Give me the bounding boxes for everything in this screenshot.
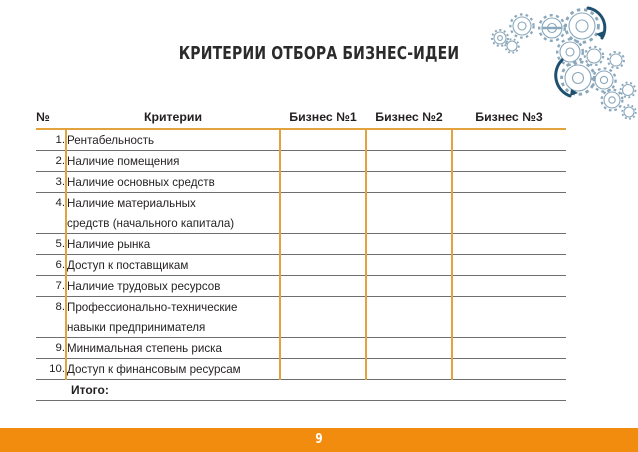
column-header-business3: Бизнес №3 xyxy=(452,100,566,129)
table-body xyxy=(36,129,566,401)
row-number: 4. xyxy=(55,197,65,209)
row-b2-cell[interactable] xyxy=(366,359,452,380)
row-b3-cell[interactable] xyxy=(452,151,566,172)
row-criteria: средств (начального капитала) xyxy=(66,213,280,234)
row-criteria: Наличие трудовых ресурсов xyxy=(66,276,280,297)
criteria-table-wrapper xyxy=(36,100,566,401)
total-row xyxy=(36,380,566,401)
row-number: 6. xyxy=(36,255,66,276)
table-row xyxy=(36,255,566,276)
table-row xyxy=(36,213,566,234)
row-b1-cell[interactable] xyxy=(280,151,366,172)
page-number: 9 xyxy=(315,432,323,447)
row-b1-cell[interactable] xyxy=(280,172,366,193)
row-b2-cell[interactable] xyxy=(366,129,452,151)
row-criteria: Наличие основных средств xyxy=(66,172,280,193)
total-b3-cell[interactable] xyxy=(452,380,566,401)
table-header-row xyxy=(36,100,566,129)
table-row xyxy=(36,234,566,255)
row-b3-cell[interactable] xyxy=(452,234,566,255)
table-row xyxy=(36,151,566,172)
row-b2-cell[interactable] xyxy=(366,151,452,172)
row-number: 8. xyxy=(55,301,65,313)
table-row xyxy=(36,129,566,151)
table-row xyxy=(36,276,566,297)
row-number: 9. xyxy=(36,338,66,359)
total-row-number-spacer xyxy=(36,380,66,401)
row-b2-cell[interactable] xyxy=(366,297,452,318)
table-row xyxy=(36,297,566,318)
row-criteria: навыки предпринимателя xyxy=(66,317,280,338)
row-criteria: Наличие рынка xyxy=(66,234,280,255)
row-b3-cell[interactable] xyxy=(452,129,566,151)
row-criteria: Доступ к поставщикам xyxy=(66,255,280,276)
row-b2-cell[interactable] xyxy=(366,172,452,193)
row-number xyxy=(36,317,66,338)
row-b3-cell[interactable] xyxy=(452,359,566,380)
row-b3-cell[interactable] xyxy=(452,297,566,318)
row-b1-cell[interactable] xyxy=(280,193,366,214)
row-b1-cell[interactable] xyxy=(280,276,366,297)
row-b1-cell[interactable] xyxy=(280,297,366,318)
column-header-criteria: Критерии xyxy=(66,100,280,129)
column-header-business2: Бизнес №2 xyxy=(366,100,452,129)
row-b2-cell[interactable] xyxy=(366,338,452,359)
row-b2-cell[interactable] xyxy=(366,317,452,338)
table-row xyxy=(36,317,566,338)
row-criteria: Профессионально-технические xyxy=(66,297,280,318)
table-head xyxy=(36,100,566,129)
criteria-table xyxy=(36,100,566,401)
row-criteria: Наличие материальных xyxy=(66,193,280,214)
row-number: 7. xyxy=(36,276,66,297)
row-b1-cell[interactable] xyxy=(280,129,366,151)
row-criteria: Минимальная степень риска xyxy=(66,338,280,359)
row-b3-cell[interactable] xyxy=(452,213,566,234)
footer-bar xyxy=(0,428,638,452)
row-b3-cell[interactable] xyxy=(452,255,566,276)
total-b2-cell[interactable] xyxy=(366,380,452,401)
table-row xyxy=(36,338,566,359)
total-label: Итого: xyxy=(66,380,280,401)
row-b1-cell[interactable] xyxy=(280,213,366,234)
row-b1-cell[interactable] xyxy=(280,317,366,338)
row-criteria: Наличие помещения xyxy=(66,151,280,172)
page-title: КРИТЕРИИ ОТБОРА БИЗНЕС-ИДЕИ xyxy=(178,44,460,64)
row-b3-cell[interactable] xyxy=(452,317,566,338)
row-b3-cell[interactable] xyxy=(452,338,566,359)
column-header-number: № xyxy=(36,100,66,129)
row-number xyxy=(36,213,66,234)
row-b3-cell[interactable] xyxy=(452,172,566,193)
row-b1-cell[interactable] xyxy=(280,338,366,359)
row-b3-cell[interactable] xyxy=(452,276,566,297)
row-b2-cell[interactable] xyxy=(366,193,452,214)
row-criteria: Доступ к финансовым ресурсам xyxy=(66,359,280,380)
row-number: 3. xyxy=(36,172,66,193)
table-row xyxy=(36,193,566,214)
row-number: 2. xyxy=(36,151,66,172)
row-b2-cell[interactable] xyxy=(366,255,452,276)
row-number: 10. xyxy=(36,359,66,380)
table-row xyxy=(36,359,566,380)
row-b2-cell[interactable] xyxy=(366,234,452,255)
row-b3-cell[interactable] xyxy=(452,193,566,214)
table-row xyxy=(36,172,566,193)
row-b1-cell[interactable] xyxy=(280,234,366,255)
row-number: 1. xyxy=(36,129,66,151)
row-b2-cell[interactable] xyxy=(366,276,452,297)
row-criteria: Рентабельность xyxy=(66,129,280,151)
row-b1-cell[interactable] xyxy=(280,359,366,380)
column-header-business1: Бизнес №1 xyxy=(280,100,366,129)
total-b1-cell[interactable] xyxy=(280,380,366,401)
row-b2-cell[interactable] xyxy=(366,213,452,234)
row-b1-cell[interactable] xyxy=(280,255,366,276)
row-number: 5. xyxy=(36,234,66,255)
